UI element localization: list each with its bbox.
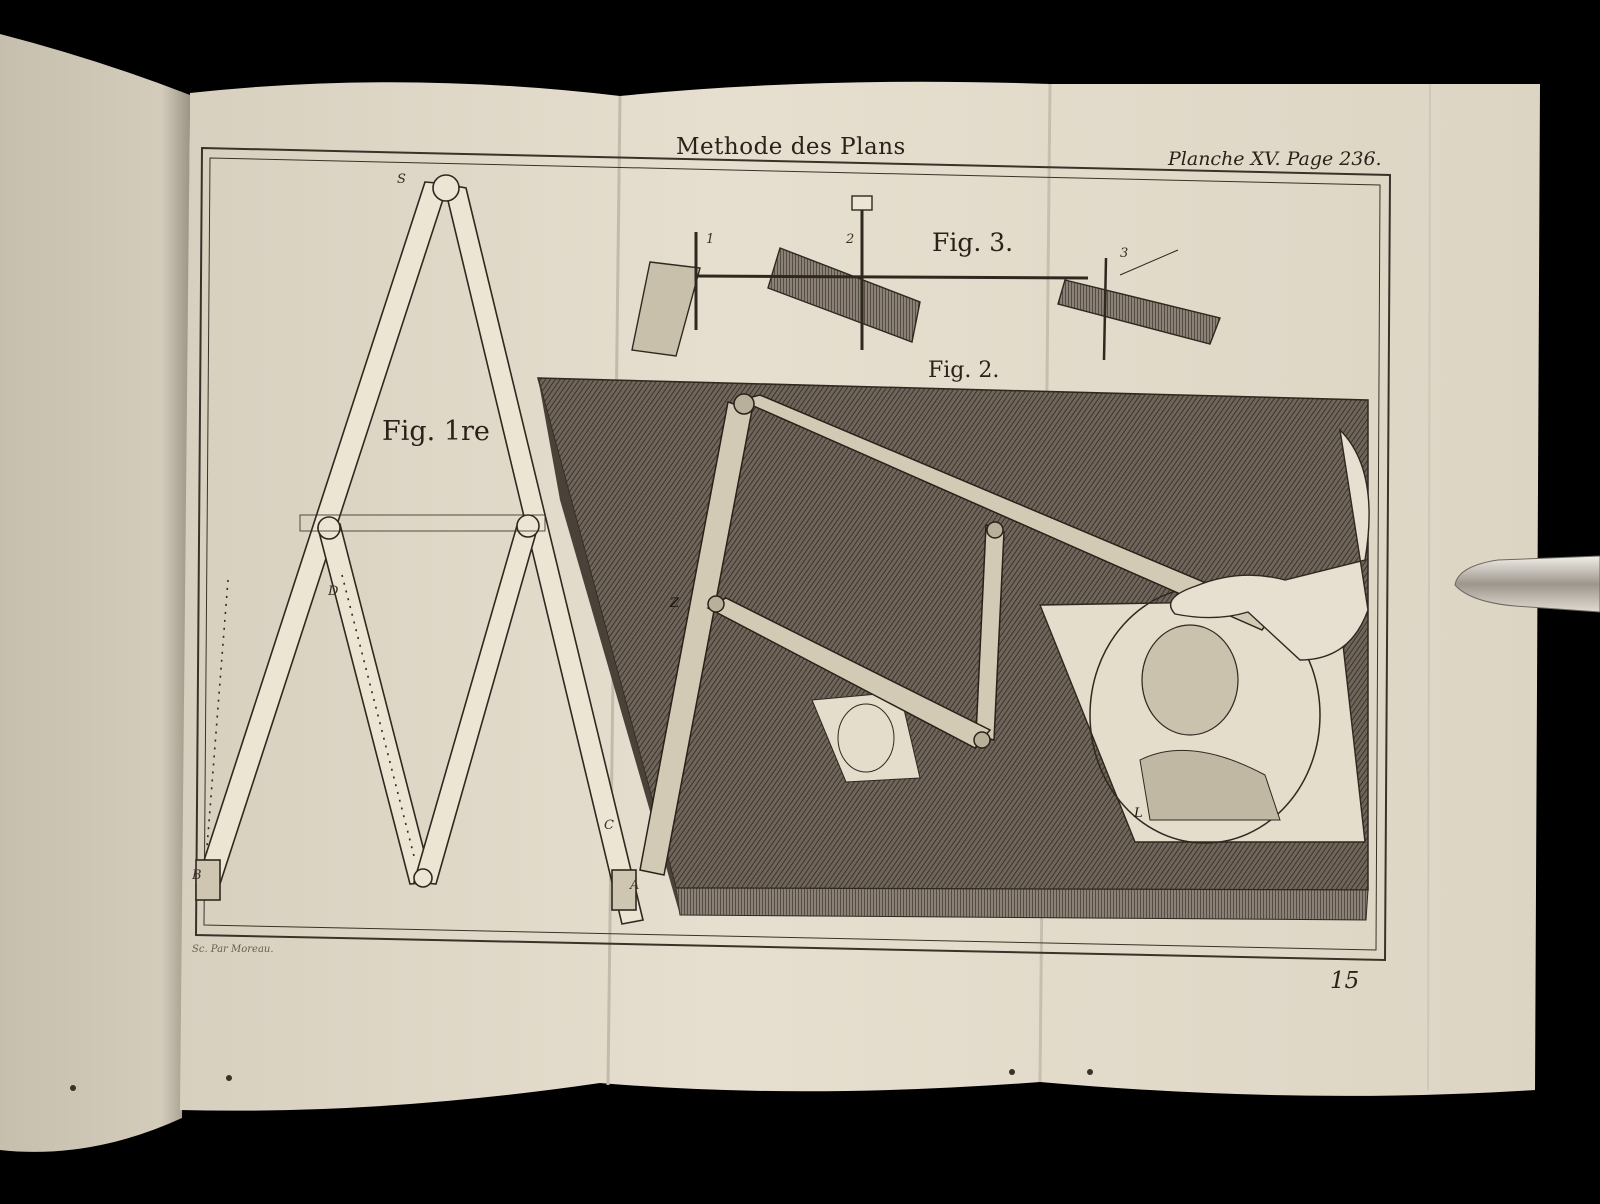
fig3-label: Fig. 3. [932, 228, 1014, 257]
letter-c: C [604, 818, 614, 833]
fig2-label: Fig. 2. [928, 358, 1000, 383]
margin-dot [1087, 1069, 1093, 1075]
letter-2: 2 [846, 232, 855, 247]
letter-a: A [630, 878, 640, 893]
letter-b: B [192, 868, 202, 883]
letter-l: L [1134, 806, 1143, 821]
plate-title: Methode des Plans [676, 134, 906, 160]
left-page [0, 34, 190, 1152]
letter-s: S [397, 172, 406, 187]
letter-3: 3 [1120, 246, 1129, 261]
plate-reference: Planche XV. Page 236. [1168, 148, 1382, 170]
portrait-head [1142, 625, 1238, 735]
margin-dot [226, 1075, 232, 1081]
letter-1: 1 [706, 232, 715, 247]
fig2-drawing-board [538, 378, 1369, 920]
fig1-label: Fig. 1re [382, 416, 490, 447]
margin-dot [1009, 1069, 1015, 1075]
letter-z: Z [670, 596, 680, 611]
margin-dot [70, 1085, 76, 1091]
letter-d: D [328, 584, 339, 599]
engraver-credit: Sc. Par Moreau. [192, 944, 274, 955]
page-number: 15 [1330, 968, 1360, 994]
